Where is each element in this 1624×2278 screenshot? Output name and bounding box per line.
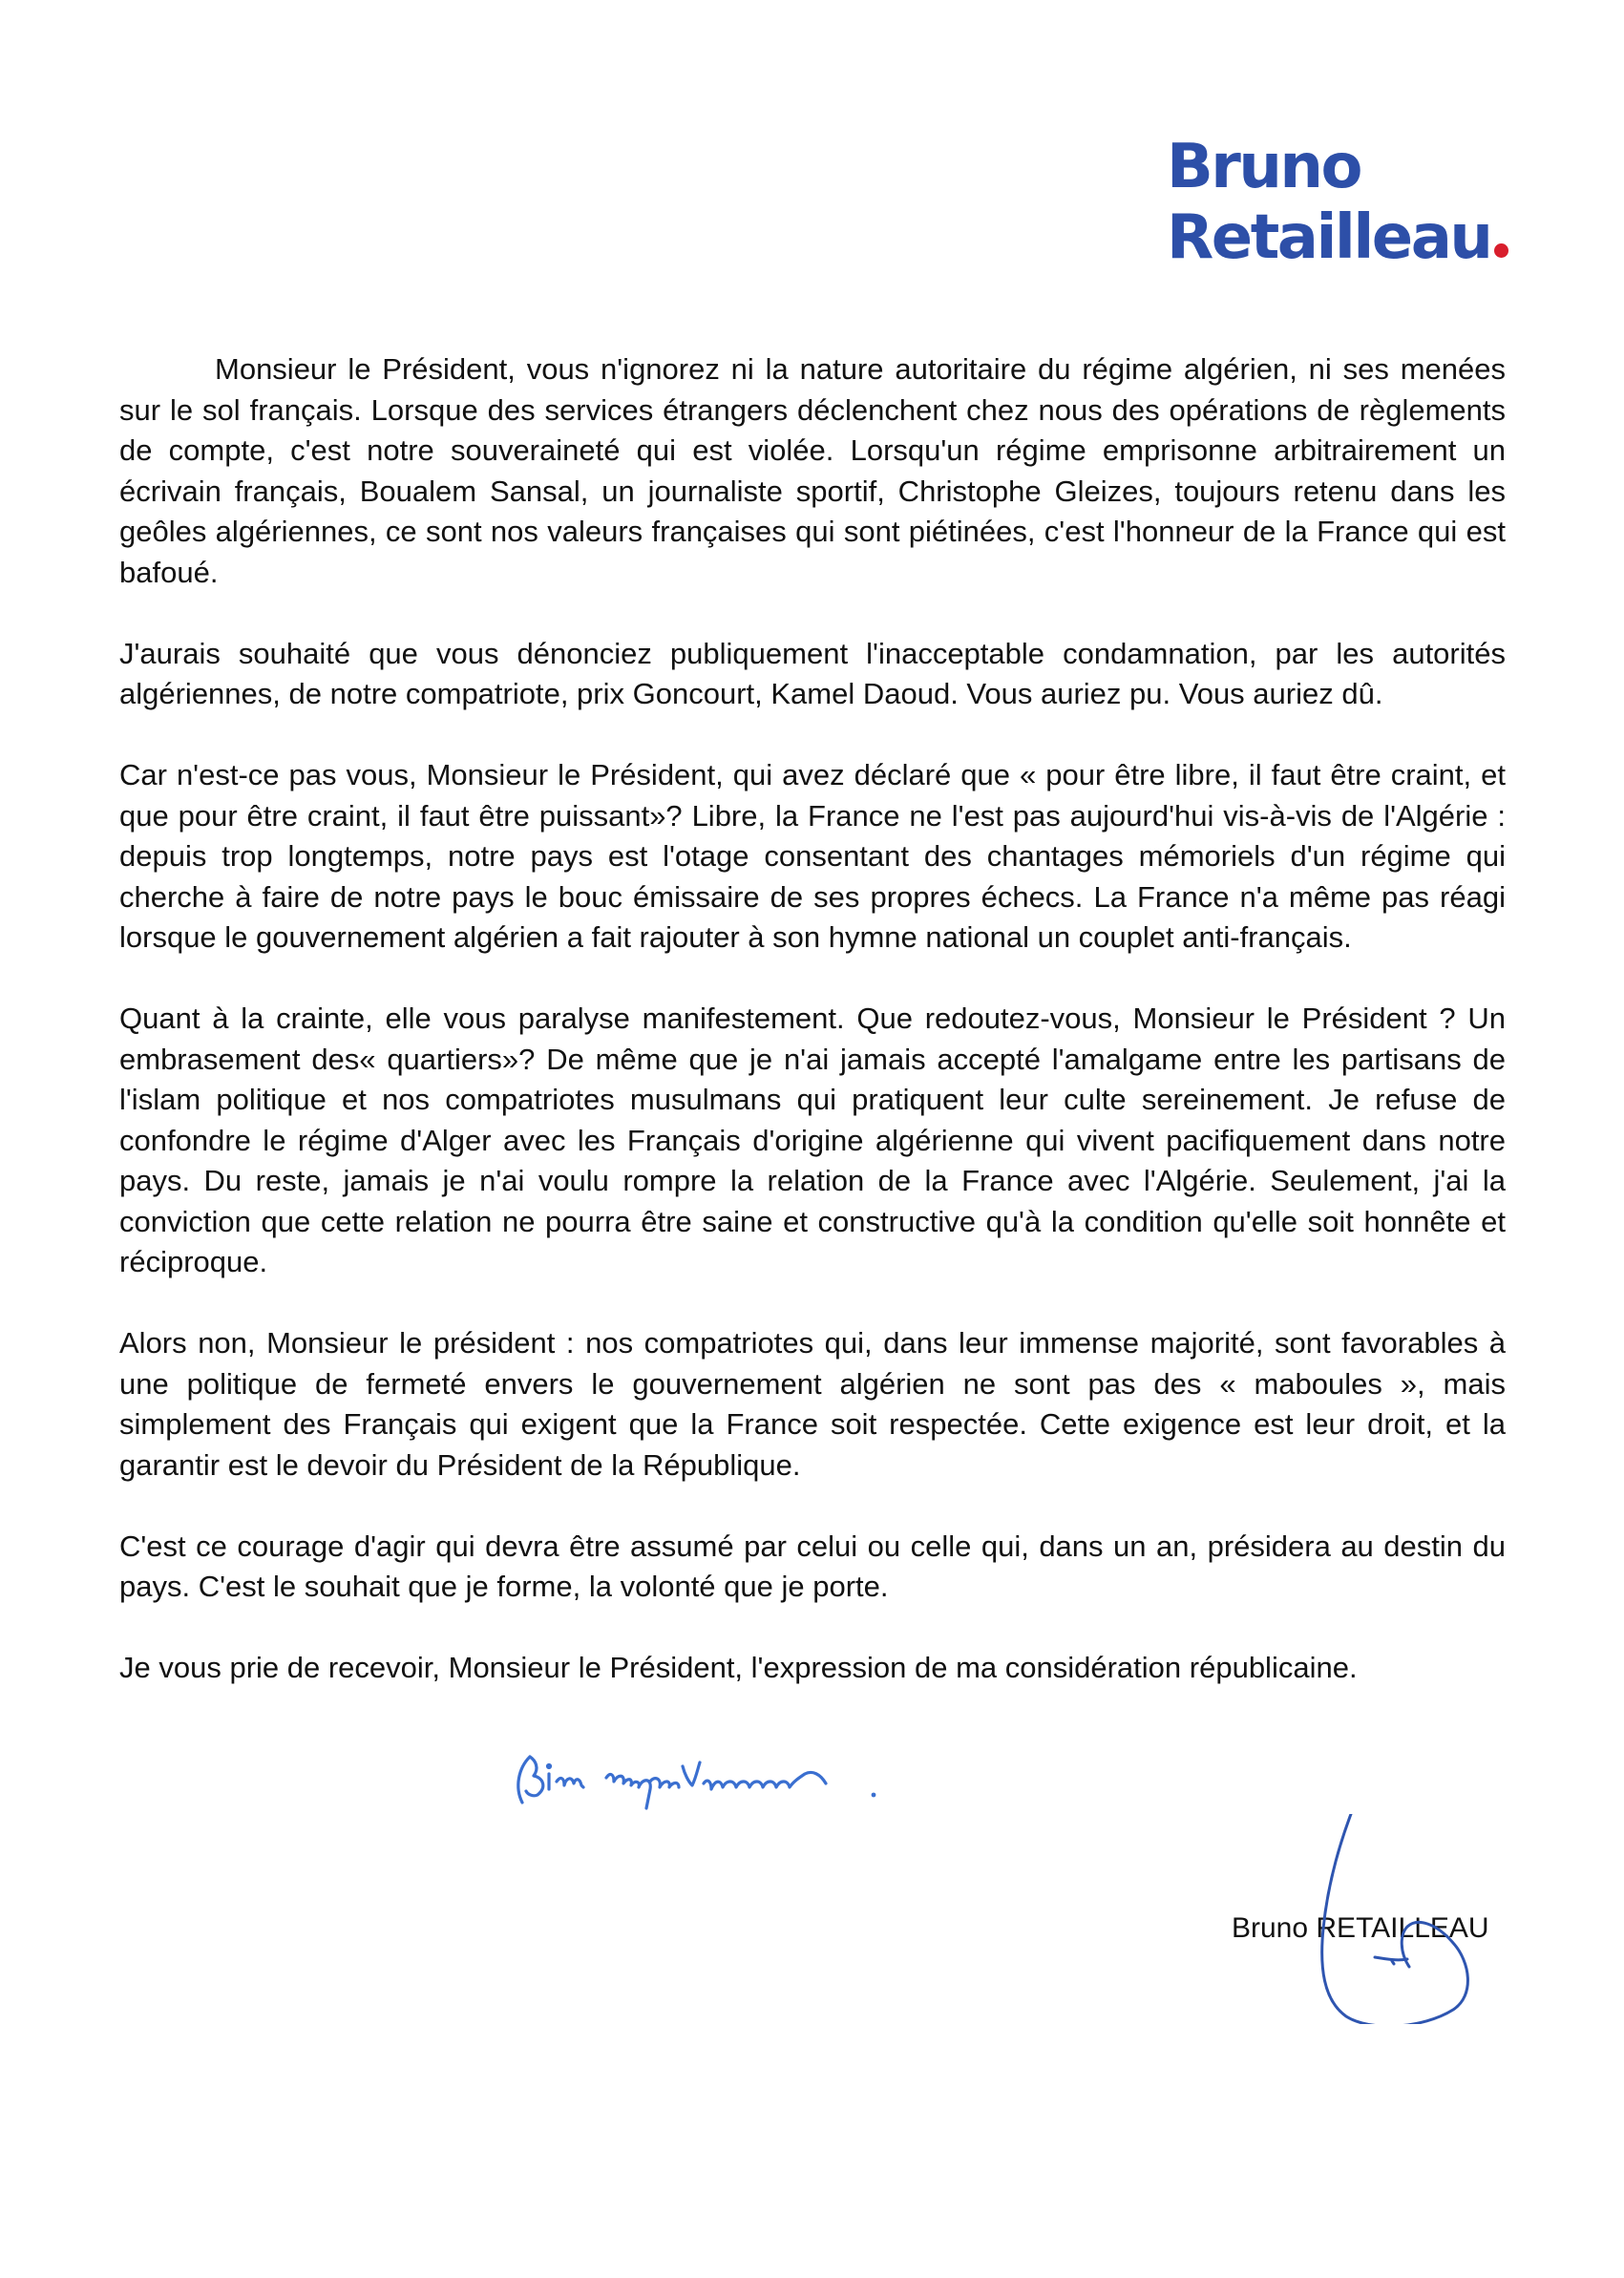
handwritten-note bbox=[501, 1740, 1170, 1825]
logo-red-dot-icon bbox=[1494, 243, 1508, 258]
logo-line-first-name: Bruno bbox=[1167, 132, 1360, 202]
paragraph-6: C'est ce courage d'agir qui devra être assumé par celui ou celle qui, dans un an, présidera au destin du pays. C'est le souhait que je forme, la volonté que je porte. bbox=[119, 1529, 1506, 1603]
paragraph-3: Car n'est-ce pas vous, Monsieur le Président, qui avez déclaré que « pour être libre, il faut être craint, et que pour être craint, il faut être puissant»? Libre, la France ne l'est pas aujourd'hui vis-à-vis de l'Algérie : depuis trop longtemps, notre pays est l'otage consentant des chantages mémoriels d'un régime qui cherche à faire de notre pays le bouc émissaire de ses propres échecs. La France n'a même pas réagi lorsque le gouvernement algérien a fait rajouter à son hymne national un couplet anti-français. bbox=[119, 758, 1506, 954]
paragraph-1: Monsieur le Président, vous n'ignorez ni la nature autoritaire du régime algérien, ni ses menées sur le sol français. Lorsque des services étrangers déclenchent chez nous des opérations de règlements de compte, c'est notre souveraineté qui est violée. Lorsqu'un régime emprisonne arbitrairement un écrivain français, Boualem Sansal, un journaliste sportif, Christophe Gleizes, toujours retenu dans les geôles algériennes, ce sont nos valeurs françaises qui sont piétinées, c'est l'honneur de la France qui est bafoué. bbox=[119, 352, 1506, 589]
handwriting-scribble-icon bbox=[501, 1740, 1170, 1825]
logo-last-name-text: Retailleau bbox=[1167, 202, 1491, 273]
brand-logo bbox=[1167, 132, 1520, 273]
signature-scribble-icon bbox=[1203, 1814, 1547, 2024]
signature bbox=[1203, 1814, 1547, 2024]
signatory-name: Bruno RETAILLEAU bbox=[1232, 1912, 1489, 1944]
paragraph-4: Quant à la crainte, elle vous paralyse manifestement. Que redoutez-vous, Monsieur le Président ? Un embrasement des« quartiers»? De même que je n'ai jamais accepté l'amalgame entre les partisans de l'islam politique et nos compatriotes musulmans qui pratiquent leur culte sereinement. Je refuse de confondre le régime d'Alger avec les Français d'origine algérienne qui vivent pacifiquement dans notre pays. Du reste, jamais je n'ai voulu rompre la relation de la France avec l'Algérie. Seulement, j'ai la conviction que cette relation ne pourra être saine et constructive qu'à la condition qu'elle soit honnête et réciproque. bbox=[119, 1002, 1506, 1278]
letter-body bbox=[119, 349, 1506, 1729]
paragraph-2: J'aurais souhaité que vous dénonciez publiquement l'inacceptable condamnation, par les autorités algériennes, de notre compatriote, prix Goncourt, Kamel Daoud. Vous auriez pu. Vous auriez dû. bbox=[119, 636, 1506, 710]
closing-formula: Je vous prie de recevoir, Monsieur le Président, l'expression de ma considération républicaine. bbox=[119, 1651, 1358, 1684]
paragraph-5: Alors non, Monsieur le président : nos compatriotes qui, dans leur immense majorité, sont favorables à une politique de fermeté envers le gouvernement algérien ne sont pas des « maboules », mais simplement des Français qui exigent que la France soit respectée. Cette exigence est leur droit, et la garantir est le devoir du Président de la République. bbox=[119, 1326, 1506, 1482]
logo-line-last-name bbox=[1167, 202, 1520, 273]
